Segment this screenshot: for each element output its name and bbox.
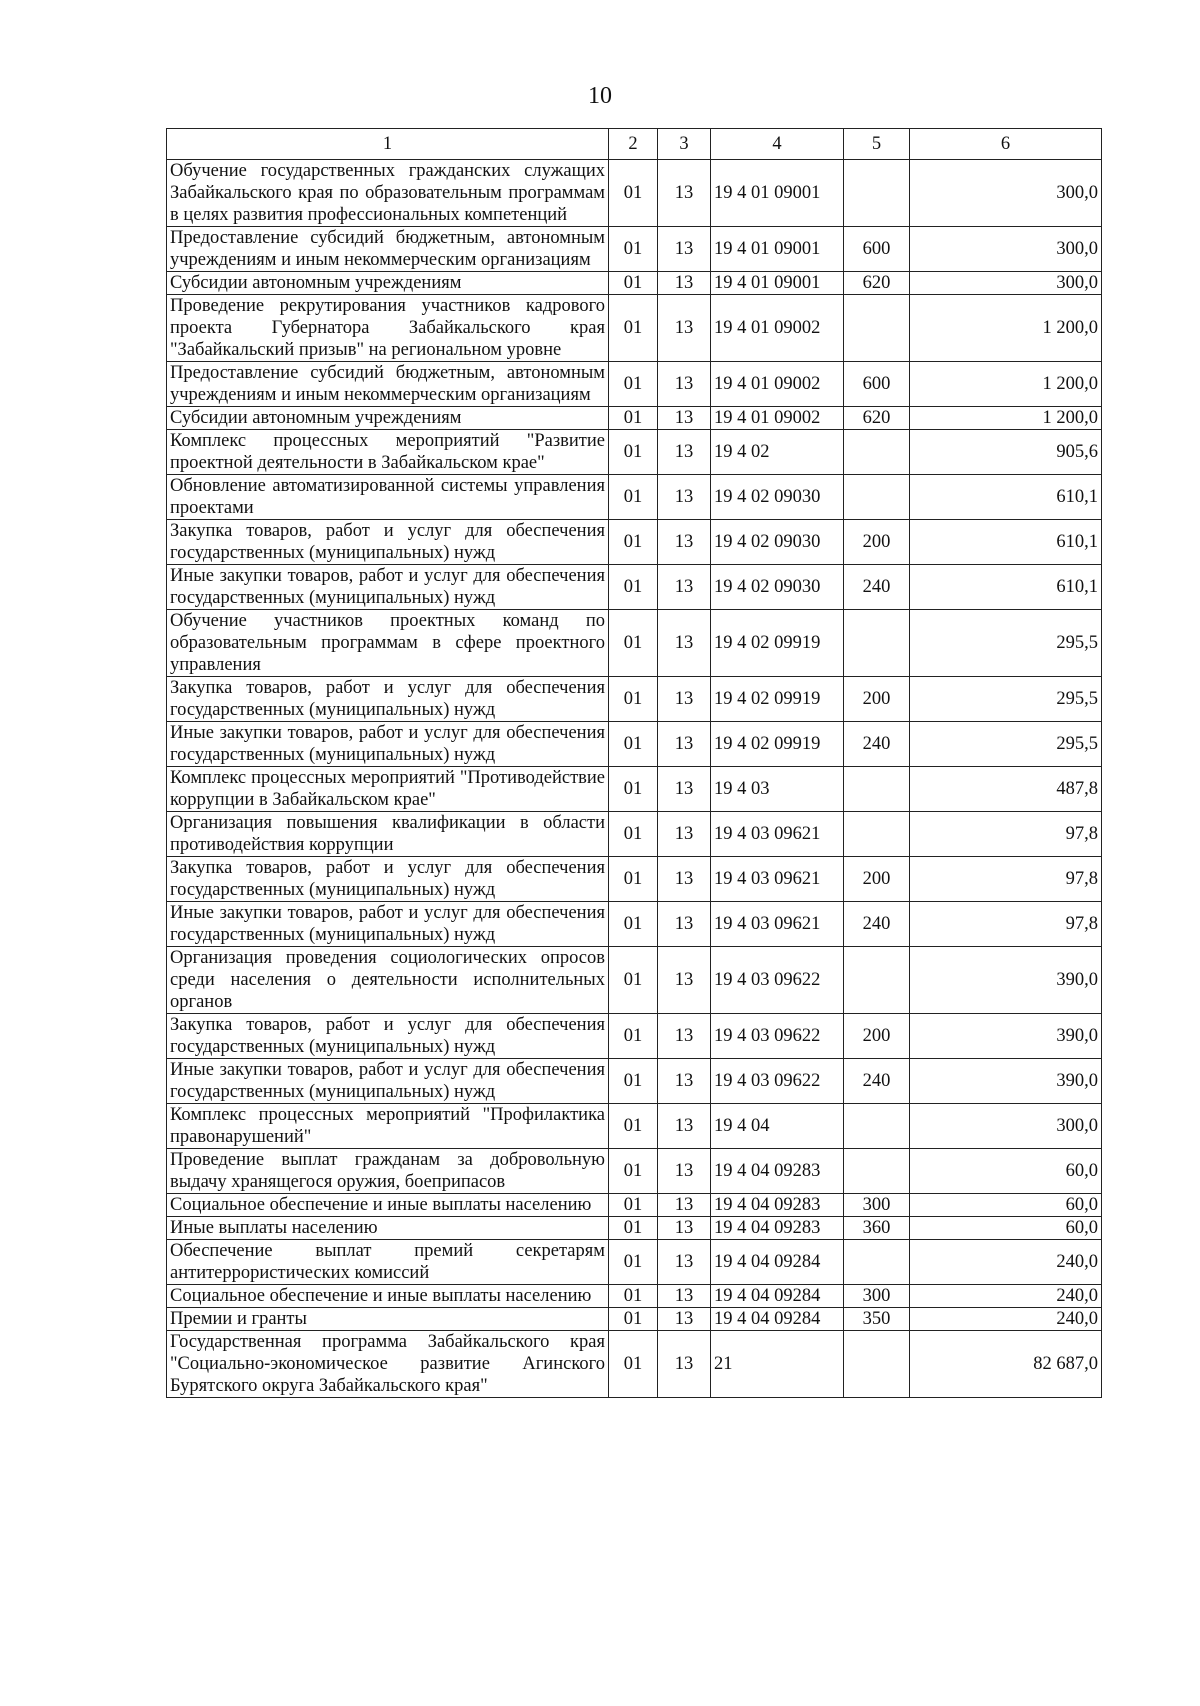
row-section: 01 <box>609 1308 658 1331</box>
row-expense-type <box>844 1240 910 1285</box>
row-section: 01 <box>609 1285 658 1308</box>
row-name: Закупка товаров, работ и услуг для обеспечения государственных (муниципальных) нужд <box>167 857 609 902</box>
row-target-code: 19 4 03 09621 <box>711 857 844 902</box>
header-row <box>167 129 1102 160</box>
table-row <box>167 902 1102 947</box>
row-name: Иные закупки товаров, работ и услуг для обеспечения государственных (муниципальных) нужд <box>167 902 609 947</box>
row-subsection: 13 <box>658 767 711 812</box>
row-subsection: 13 <box>658 812 711 857</box>
row-amount: 300,0 <box>910 1104 1102 1149</box>
row-amount: 1 200,0 <box>910 407 1102 430</box>
row-expense-type: 620 <box>844 272 910 295</box>
row-section: 01 <box>609 857 658 902</box>
row-name: Иные закупки товаров, работ и услуг для обеспечения государственных (муниципальных) нужд <box>167 722 609 767</box>
row-section: 01 <box>609 160 658 227</box>
row-amount: 905,6 <box>910 430 1102 475</box>
row-target-code: 19 4 03 09621 <box>711 812 844 857</box>
row-expense-type <box>844 475 910 520</box>
row-expense-type <box>844 160 910 227</box>
table-row <box>167 1194 1102 1217</box>
row-name: Государственная программа Забайкальского края "Социально-экономическое развитие Агинского Бурятского округа Забайкальского края" <box>167 1331 609 1398</box>
row-name: Комплекс процессных мероприятий "Развитие проектной деятельности в Забайкальском крае" <box>167 430 609 475</box>
row-name: Проведение рекрутирования участников кадрового проекта Губернатора Забайкальского края "Забайкальский призыв" на региональном уровне <box>167 295 609 362</box>
row-expense-type <box>844 1149 910 1194</box>
table-row <box>167 767 1102 812</box>
row-name: Субсидии автономным учреждениям <box>167 407 609 430</box>
row-subsection: 13 <box>658 1194 711 1217</box>
table-row <box>167 430 1102 475</box>
table-row <box>167 1014 1102 1059</box>
row-target-code: 19 4 03 <box>711 767 844 812</box>
row-amount: 610,1 <box>910 565 1102 610</box>
table-row <box>167 857 1102 902</box>
page-number: 10 <box>588 83 612 109</box>
table-row <box>167 295 1102 362</box>
row-amount: 295,5 <box>910 677 1102 722</box>
row-amount: 487,8 <box>910 767 1102 812</box>
table-row <box>167 947 1102 1014</box>
row-expense-type: 600 <box>844 362 910 407</box>
row-amount: 300,0 <box>910 160 1102 227</box>
row-name: Иные закупки товаров, работ и услуг для обеспечения государственных (муниципальных) нужд <box>167 565 609 610</box>
row-name: Социальное обеспечение и иные выплаты населению <box>167 1285 609 1308</box>
row-expense-type: 350 <box>844 1308 910 1331</box>
table-row <box>167 272 1102 295</box>
row-section: 01 <box>609 767 658 812</box>
row-subsection: 13 <box>658 227 711 272</box>
row-section: 01 <box>609 565 658 610</box>
row-amount: 240,0 <box>910 1285 1102 1308</box>
row-name: Организация повышения квалификации в области противодействия коррупции <box>167 812 609 857</box>
header-col-5: 5 <box>844 129 910 160</box>
row-subsection: 13 <box>658 1308 711 1331</box>
row-amount: 390,0 <box>910 947 1102 1014</box>
row-target-code: 19 4 02 09919 <box>711 722 844 767</box>
row-amount: 97,8 <box>910 857 1102 902</box>
header-col-3: 3 <box>658 129 711 160</box>
table-row <box>167 227 1102 272</box>
row-target-code: 19 4 02 09030 <box>711 565 844 610</box>
row-section: 01 <box>609 1014 658 1059</box>
row-amount: 1 200,0 <box>910 295 1102 362</box>
row-target-code: 19 4 03 09622 <box>711 1014 844 1059</box>
row-section: 01 <box>609 812 658 857</box>
row-expense-type: 240 <box>844 722 910 767</box>
row-name: Предоставление субсидий бюджетным, автономным учреждениям и иным некоммерческим организациям <box>167 362 609 407</box>
row-expense-type: 200 <box>844 857 910 902</box>
row-section: 01 <box>609 1059 658 1104</box>
row-target-code: 19 4 04 09283 <box>711 1194 844 1217</box>
row-subsection: 13 <box>658 1285 711 1308</box>
row-expense-type: 300 <box>844 1285 910 1308</box>
row-amount: 60,0 <box>910 1217 1102 1240</box>
row-subsection: 13 <box>658 430 711 475</box>
row-amount: 300,0 <box>910 272 1102 295</box>
table-row <box>167 1240 1102 1285</box>
row-expense-type: 360 <box>844 1217 910 1240</box>
row-section: 01 <box>609 362 658 407</box>
row-section: 01 <box>609 947 658 1014</box>
row-amount: 240,0 <box>910 1240 1102 1285</box>
header-col-6: 6 <box>910 129 1102 160</box>
row-expense-type: 240 <box>844 565 910 610</box>
row-target-code: 19 4 01 09001 <box>711 160 844 227</box>
row-subsection: 13 <box>658 407 711 430</box>
row-expense-type: 200 <box>844 520 910 565</box>
row-amount: 60,0 <box>910 1194 1102 1217</box>
row-section: 01 <box>609 1104 658 1149</box>
row-name: Закупка товаров, работ и услуг для обеспечения государственных (муниципальных) нужд <box>167 520 609 565</box>
row-target-code: 19 4 04 09284 <box>711 1285 844 1308</box>
row-target-code: 19 4 01 09001 <box>711 227 844 272</box>
row-name: Субсидии автономным учреждениям <box>167 272 609 295</box>
row-subsection: 13 <box>658 610 711 677</box>
row-expense-type: 240 <box>844 1059 910 1104</box>
row-section: 01 <box>609 272 658 295</box>
table-row <box>167 160 1102 227</box>
row-name: Закупка товаров, работ и услуг для обеспечения государственных (муниципальных) нужд <box>167 1014 609 1059</box>
header-col-2: 2 <box>609 129 658 160</box>
row-subsection: 13 <box>658 1104 711 1149</box>
row-amount: 390,0 <box>910 1059 1102 1104</box>
row-subsection: 13 <box>658 677 711 722</box>
row-section: 01 <box>609 722 658 767</box>
budget-table <box>166 128 1102 1398</box>
table-row <box>167 1285 1102 1308</box>
row-target-code: 19 4 02 09030 <box>711 520 844 565</box>
row-subsection: 13 <box>658 947 711 1014</box>
row-target-code: 19 4 02 09030 <box>711 475 844 520</box>
row-expense-type <box>844 1104 910 1149</box>
row-subsection: 13 <box>658 722 711 767</box>
row-expense-type: 620 <box>844 407 910 430</box>
row-section: 01 <box>609 610 658 677</box>
row-target-code: 19 4 02 09919 <box>711 610 844 677</box>
row-amount: 295,5 <box>910 722 1102 767</box>
row-target-code: 19 4 03 09621 <box>711 902 844 947</box>
table-row <box>167 565 1102 610</box>
row-name: Социальное обеспечение и иные выплаты населению <box>167 1194 609 1217</box>
row-subsection: 13 <box>658 1014 711 1059</box>
row-name: Обучение участников проектных команд по образовательным программам в сфере проектного управления <box>167 610 609 677</box>
row-amount: 610,1 <box>910 520 1102 565</box>
row-section: 01 <box>609 1240 658 1285</box>
row-expense-type <box>844 767 910 812</box>
table-row <box>167 1217 1102 1240</box>
row-target-code: 19 4 04 09283 <box>711 1149 844 1194</box>
row-section: 01 <box>609 1149 658 1194</box>
row-amount: 240,0 <box>910 1308 1102 1331</box>
row-subsection: 13 <box>658 295 711 362</box>
row-subsection: 13 <box>658 160 711 227</box>
row-subsection: 13 <box>658 520 711 565</box>
row-subsection: 13 <box>658 1331 711 1398</box>
row-target-code: 19 4 01 09002 <box>711 295 844 362</box>
row-target-code: 19 4 01 09002 <box>711 407 844 430</box>
row-expense-type: 240 <box>844 902 910 947</box>
row-section: 01 <box>609 1331 658 1398</box>
row-amount: 97,8 <box>910 812 1102 857</box>
row-expense-type <box>844 430 910 475</box>
table-row <box>167 407 1102 430</box>
row-target-code: 19 4 01 09002 <box>711 362 844 407</box>
table-body <box>167 160 1102 1398</box>
row-expense-type <box>844 947 910 1014</box>
row-target-code: 19 4 03 09622 <box>711 947 844 1014</box>
row-target-code: 19 4 02 09919 <box>711 677 844 722</box>
row-expense-type <box>844 610 910 677</box>
row-target-code: 19 4 03 09622 <box>711 1059 844 1104</box>
row-name: Комплекс процессных мероприятий "Профилактика правонарушений" <box>167 1104 609 1149</box>
row-subsection: 13 <box>658 857 711 902</box>
row-subsection: 13 <box>658 1217 711 1240</box>
row-target-code: 19 4 04 <box>711 1104 844 1149</box>
table-row <box>167 362 1102 407</box>
table-row <box>167 610 1102 677</box>
row-name: Обучение государственных гражданских служащих Забайкальского края по образовательным программам в целях развития профессиональных компетенций <box>167 160 609 227</box>
row-section: 01 <box>609 295 658 362</box>
row-expense-type <box>844 295 910 362</box>
row-target-code: 19 4 02 <box>711 430 844 475</box>
row-amount: 390,0 <box>910 1014 1102 1059</box>
row-name: Иные выплаты населению <box>167 1217 609 1240</box>
row-target-code: 19 4 01 09001 <box>711 272 844 295</box>
row-name: Комплекс процессных мероприятий "Противодействие коррупции в Забайкальском крае" <box>167 767 609 812</box>
row-subsection: 13 <box>658 475 711 520</box>
row-section: 01 <box>609 430 658 475</box>
table-row <box>167 520 1102 565</box>
table-row <box>167 1104 1102 1149</box>
row-expense-type: 300 <box>844 1194 910 1217</box>
row-subsection: 13 <box>658 565 711 610</box>
row-amount: 1 200,0 <box>910 362 1102 407</box>
table-row <box>167 1331 1102 1398</box>
table-row <box>167 1149 1102 1194</box>
row-section: 01 <box>609 520 658 565</box>
row-amount: 610,1 <box>910 475 1102 520</box>
row-section: 01 <box>609 1194 658 1217</box>
row-target-code: 19 4 04 09283 <box>711 1217 844 1240</box>
row-name: Обновление автоматизированной системы управления проектами <box>167 475 609 520</box>
table-header <box>167 129 1102 160</box>
row-section: 01 <box>609 407 658 430</box>
row-amount: 82 687,0 <box>910 1331 1102 1398</box>
table-row <box>167 722 1102 767</box>
row-expense-type: 200 <box>844 677 910 722</box>
row-section: 01 <box>609 227 658 272</box>
table-row <box>167 1059 1102 1104</box>
header-col-1: 1 <box>167 129 609 160</box>
row-amount: 300,0 <box>910 227 1102 272</box>
row-amount: 97,8 <box>910 902 1102 947</box>
row-subsection: 13 <box>658 272 711 295</box>
row-expense-type: 600 <box>844 227 910 272</box>
row-section: 01 <box>609 475 658 520</box>
row-target-code: 19 4 04 09284 <box>711 1308 844 1331</box>
row-name: Обеспечение выплат премий секретарям антитеррористических комиссий <box>167 1240 609 1285</box>
row-target-code: 19 4 04 09284 <box>711 1240 844 1285</box>
row-expense-type: 200 <box>844 1014 910 1059</box>
table-row <box>167 1308 1102 1331</box>
row-subsection: 13 <box>658 1059 711 1104</box>
row-expense-type <box>844 1331 910 1398</box>
row-amount: 60,0 <box>910 1149 1102 1194</box>
row-name: Иные закупки товаров, работ и услуг для обеспечения государственных (муниципальных) нужд <box>167 1059 609 1104</box>
row-name: Предоставление субсидий бюджетным, автономным учреждениям и иным некоммерческим организациям <box>167 227 609 272</box>
row-subsection: 13 <box>658 1149 711 1194</box>
header-col-4: 4 <box>711 129 844 160</box>
row-target-code: 21 <box>711 1331 844 1398</box>
table-row <box>167 812 1102 857</box>
table-row <box>167 475 1102 520</box>
row-expense-type <box>844 812 910 857</box>
row-subsection: 13 <box>658 902 711 947</box>
row-name: Закупка товаров, работ и услуг для обеспечения государственных (муниципальных) нужд <box>167 677 609 722</box>
row-name: Проведение выплат гражданам за добровольную выдачу хранящегося оружия, боеприпасов <box>167 1149 609 1194</box>
table-row <box>167 677 1102 722</box>
row-subsection: 13 <box>658 362 711 407</box>
row-amount: 295,5 <box>910 610 1102 677</box>
row-section: 01 <box>609 1217 658 1240</box>
row-subsection: 13 <box>658 1240 711 1285</box>
row-section: 01 <box>609 902 658 947</box>
row-name: Организация проведения социологических опросов среди населения о деятельности исполнительных органов <box>167 947 609 1014</box>
row-name: Премии и гранты <box>167 1308 609 1331</box>
row-section: 01 <box>609 677 658 722</box>
